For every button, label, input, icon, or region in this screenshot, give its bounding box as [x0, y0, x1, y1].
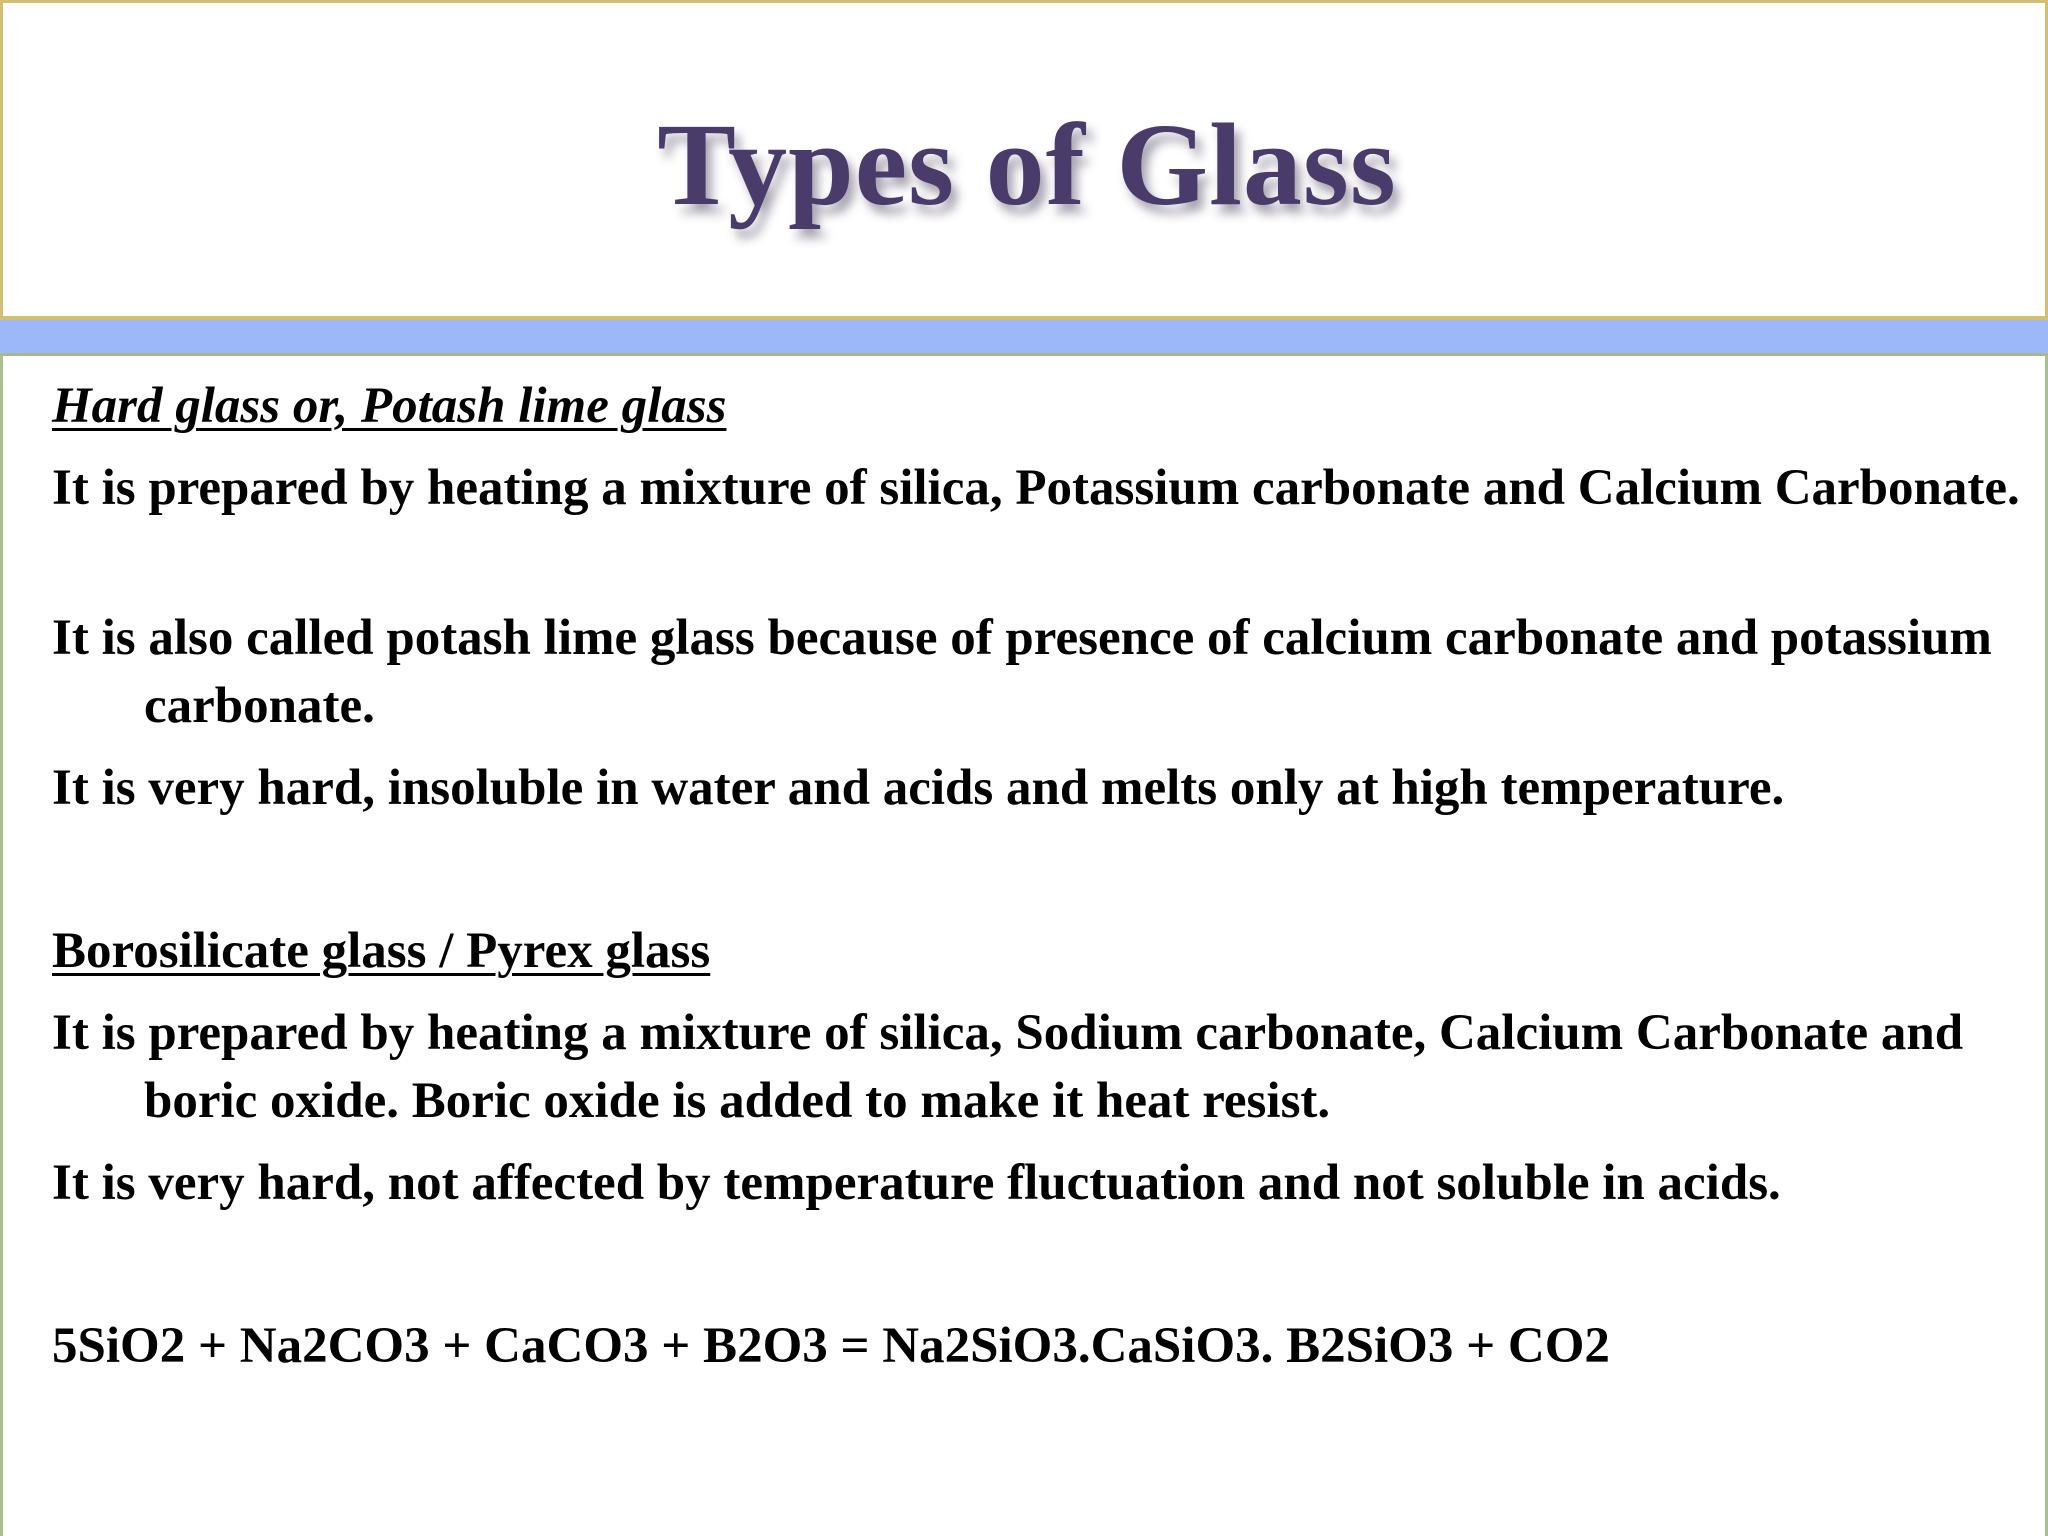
paragraph-borosilicate-preparation: It is prepared by heating a mixture of silica, Sodium carbonate, Calcium Carbonate and boric oxide. Boric oxide is added to make it heat resist.: [52, 1005, 1964, 1129]
paragraph-hard-glass-preparation: It is prepared by heating a mixture of silica, Potassium carbonate and Calcium Carbonate.: [52, 460, 2020, 516]
divider-band: [0, 320, 2048, 356]
paragraph-borosilicate-properties: It is very hard, not affected by temperature fluctuation and not soluble in acids.: [52, 1155, 1781, 1211]
section-heading-hard-glass: Hard glass or, Potash lime glass: [52, 378, 727, 434]
section-heading-borosilicate-glass: Borosilicate glass / Pyrex glass: [52, 923, 711, 979]
slide-title: Types of Glass: [657, 99, 1397, 230]
chemical-equation: 5SiO2 + Na2CO3 + CaCO3 + B2O3 = Na2SiO3.CaSiO3. B2SiO3 + CO2: [52, 1318, 1610, 1374]
paragraph-hard-glass-name: It is also called potash lime glass because of presence of calcium carbonate and potassium carbonate.: [52, 610, 1992, 734]
paragraph-hard-glass-properties: It is very hard, insoluble in water and acids and melts only at high temperature.: [52, 760, 1785, 816]
title-panel: [0, 0, 2048, 320]
